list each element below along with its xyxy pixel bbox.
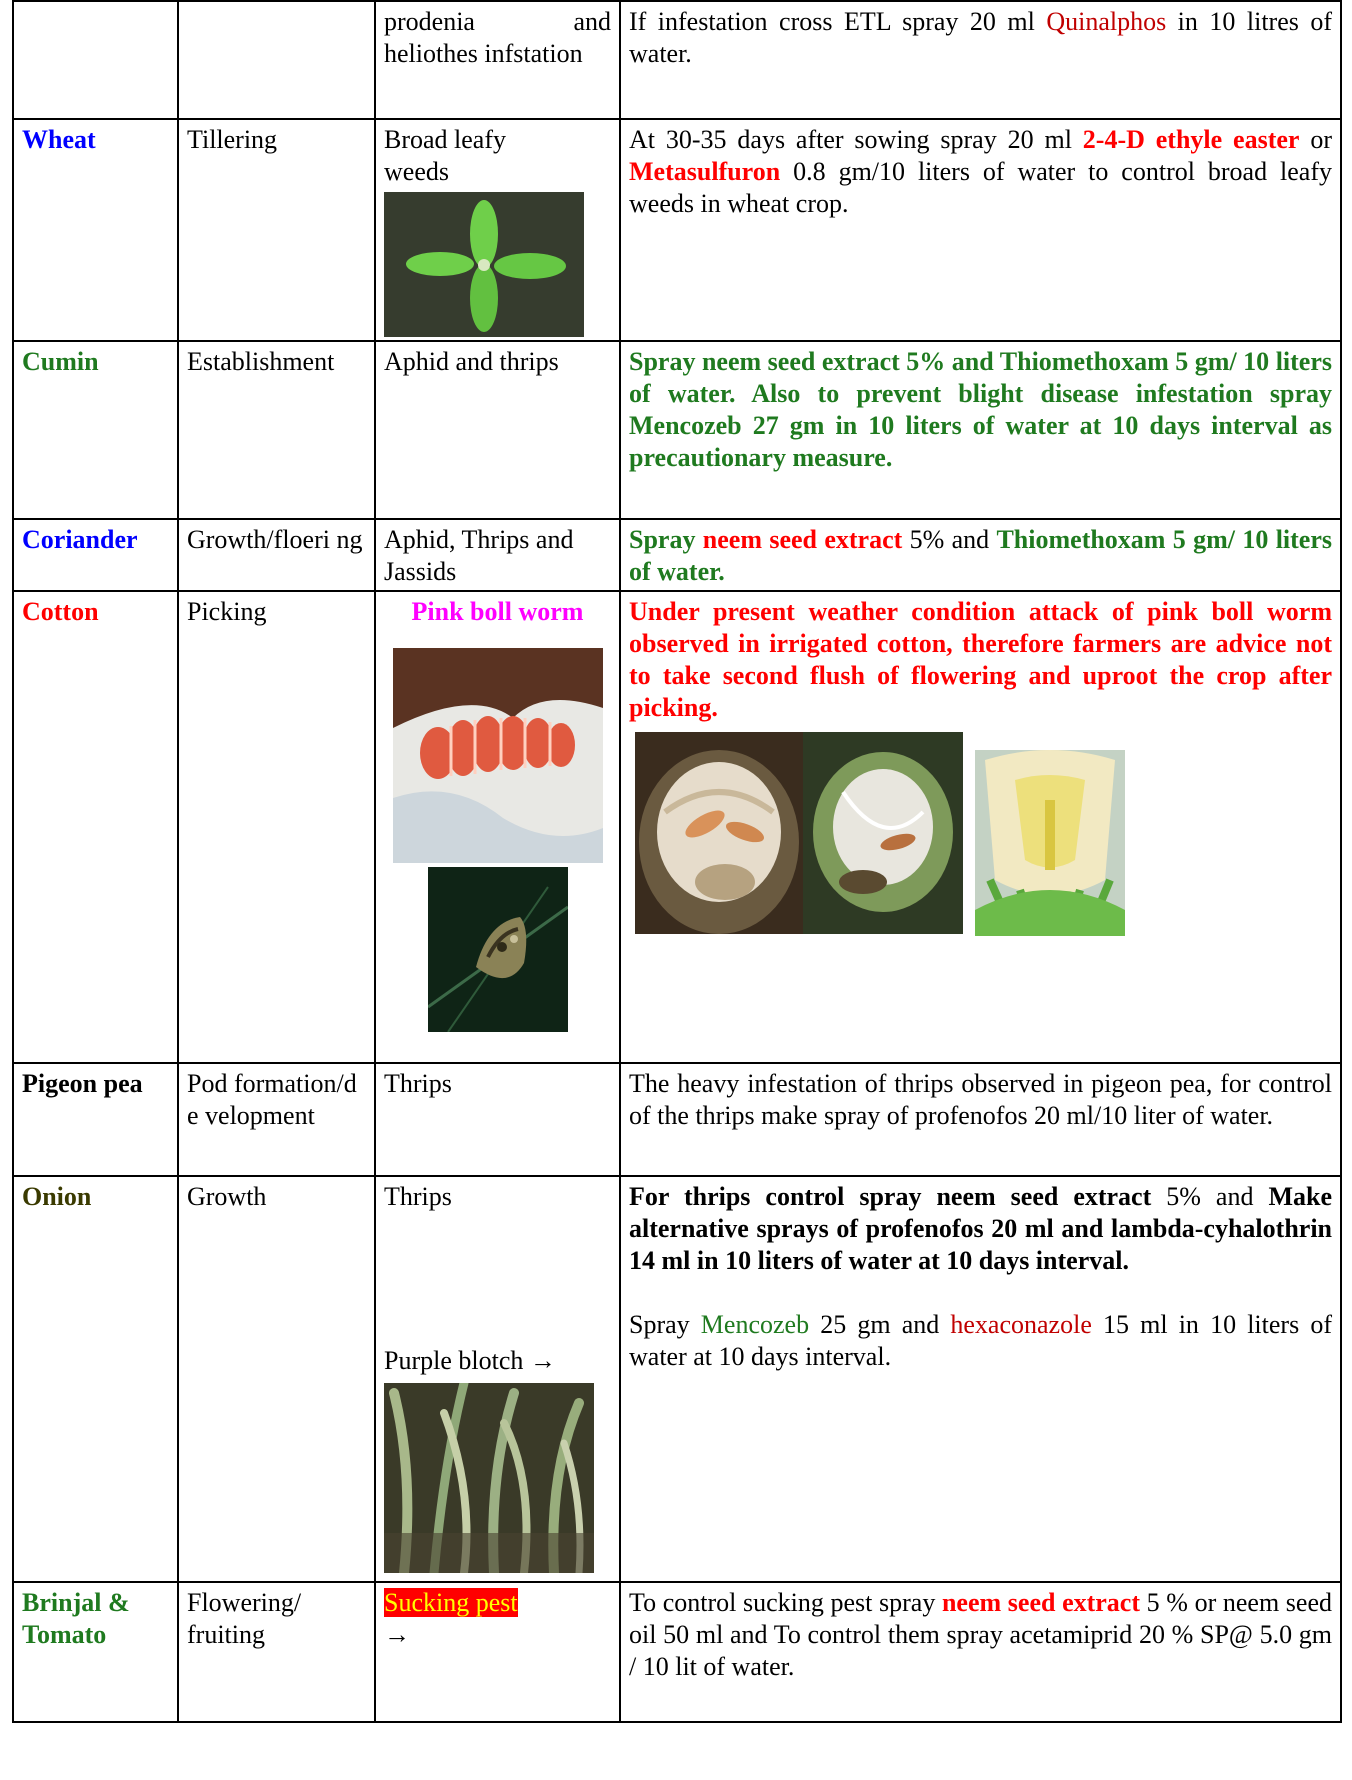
table-row: [13, 1, 1341, 119]
infested-cotton-boll-photo-1: [635, 732, 803, 934]
table-row: [13, 591, 1341, 1063]
table-row: [13, 341, 1341, 519]
crop-cell: [13, 1176, 178, 1582]
pest-cell: Aphid and thrips: [375, 341, 620, 519]
stage-cell: Pod formation/de velopment: [178, 1063, 375, 1176]
crop-name: Cotton: [22, 597, 99, 626]
stage-cell: Growth: [178, 1176, 375, 1582]
advisory-cell: If infestation cross ETL spray 20 ml Quinalphos in 10 litres of water.: [620, 1, 1341, 119]
bollworm-moth-photo: [428, 867, 568, 1032]
pest-cell: [375, 1582, 620, 1722]
pest-cell: Thrips Purple blotch →: [375, 1176, 620, 1582]
table-row: [13, 1582, 1341, 1722]
advisory-cell: Under present weather condition attack of pink boll worm observed in irrigated cotton, therefore farmers are advice not to take second flush of flowering and uproot the crop after picking.: [620, 591, 1341, 1063]
table-row: [13, 1063, 1341, 1176]
crop-cell: [13, 591, 178, 1063]
crop-cell: [13, 519, 178, 591]
crop-cell: [13, 341, 178, 519]
table-row: [13, 119, 1341, 341]
pest-cell: Pink boll worm: [375, 591, 620, 1063]
advisory-cell: At 30-35 days after sowing spray 20 ml 2-4-D ethyle easter or Metasulfuron 0.8 gm/10 liters of water to control broad leafy weeds in wheat crop.: [620, 119, 1341, 341]
stage-cell: Picking: [178, 591, 375, 1063]
pest-cell: Thrips: [375, 1063, 620, 1176]
crop-name: Cumin: [22, 347, 99, 376]
cotton-flower-photo: [975, 750, 1125, 936]
crop-cell: [13, 119, 178, 341]
crop-name: Wheat: [22, 125, 96, 154]
stage-cell: Flowering/ fruiting: [178, 1582, 375, 1722]
pest-cell: prodenia and heliothes infstation: [375, 1, 620, 119]
stage-cell: Growth/floeri ng: [178, 519, 375, 591]
sucking-pest-highlight: Sucking pest: [384, 1588, 518, 1617]
crop-name: Brinjal & Tomato: [22, 1588, 130, 1649]
pink-bollworm-larva-photo: [393, 648, 603, 863]
stage-cell: Establishment: [178, 341, 375, 519]
pest-cell: Broad leafy weeds: [375, 119, 620, 341]
advisory-cell: For thrips control spray neem seed extract 5% and Make alternative sprays of profenofos 20 ml and lambda-cyhalothrin 14 ml in 10 liters of water at 10 days interval. Spray Mencozeb 25 gm and hexaconazole 15 ml in 10 liters of water at 10 days interval.: [620, 1176, 1341, 1582]
stage-cell: Tillering: [178, 119, 375, 341]
crop-name: Pigeon pea: [22, 1069, 143, 1098]
arrow-icon: →: [384, 1620, 410, 1649]
crop-name: Onion: [22, 1182, 92, 1211]
advisory-cell: Spray neem seed extract 5% and Thiomethoxam 5 gm/ 10 liters of water.: [620, 519, 1341, 591]
advisory-cell: To control sucking pest spray neem seed extract 5 % or neem seed oil 50 ml and To control them spray acetamiprid 20 % SP@ 5.0 gm / 10 lit of water.: [620, 1582, 1341, 1722]
crop-name: Coriander: [22, 525, 138, 554]
crop-cell: [13, 1582, 178, 1722]
advisory-cell: The heavy infestation of thrips observed in pigeon pea, for control of the thrips make spray of profenofos 20 ml/10 liter of water.: [620, 1063, 1341, 1176]
weed-seedling-photo: [384, 192, 584, 337]
purple-blotch-onion-photo: [384, 1383, 594, 1573]
table-row: [13, 519, 1341, 591]
infested-cotton-boll-photo-2: [803, 732, 963, 934]
crop-cell: [13, 1, 178, 119]
table-row: [13, 1176, 1341, 1582]
crop-advisory-table: [12, 0, 1342, 1723]
pest-cell: Aphid, Thrips and Jassids: [375, 519, 620, 591]
stage-cell: [178, 1, 375, 119]
crop-cell: [13, 1063, 178, 1176]
advisory-cell: Spray neem seed extract 5% and Thiomethoxam 5 gm/ 10 liters of water. Also to prevent blight disease infestation spray Mencozeb 27 gm in 10 liters of water at 10 days interval as precautionary measure.: [620, 341, 1341, 519]
